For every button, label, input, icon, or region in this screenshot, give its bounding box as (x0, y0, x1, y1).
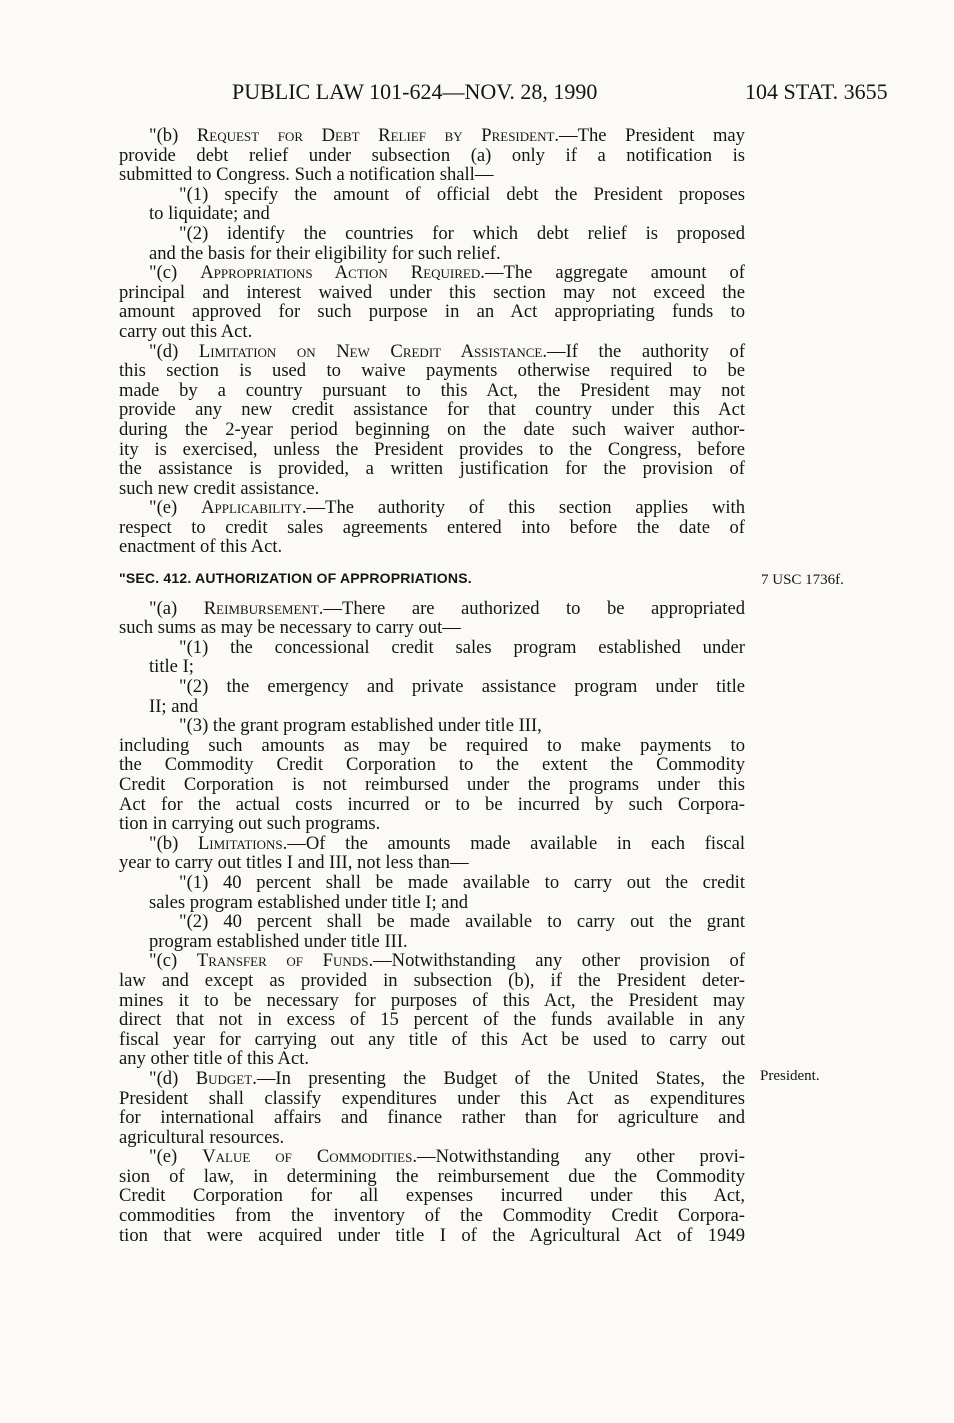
text-line: year to carry out titles I and III, not less than— (119, 852, 469, 874)
text-line: to liquidate; and (149, 203, 270, 225)
text-line: carry out this Act. (119, 320, 253, 342)
text-line: tion that were acquired under title I of the Agricultural Act of 1949 (119, 1224, 745, 1246)
text-line: "(d) Budget.—In presenting the Budget of the United States, the (149, 1067, 746, 1089)
text-line: II; and (149, 695, 199, 717)
page-title: PUBLIC LAW 101-624—NOV. 28, 1990 (232, 79, 598, 104)
text-line: during the 2-year period beginning on the date such waiver author- (119, 418, 745, 440)
text-line: "(2) the emergency and private assistance program under title (179, 676, 745, 698)
text-line: provide any new credit assistance for that country under this Act (119, 399, 745, 421)
text-line: "(1) specify the amount of official debt the President proposes (179, 183, 745, 205)
text-line: "(d) Limitation on New Credit Assistance.—If the authority of (149, 340, 746, 362)
section-heading: "SEC. 412. AUTHORIZATION OF APPROPRIATIONS. (119, 570, 472, 587)
text-line: "(2) 40 percent shall be made available to carry out the grant (179, 911, 745, 933)
text-line: for international affairs and finance rather than for agriculture and (119, 1107, 745, 1129)
text-line: provide debt relief under subsection (a) only if a notification is (119, 144, 745, 166)
margin-note-usc: 7 USC 1736f. (761, 572, 844, 588)
text-line: law and except as provided in subsection (b), if the President deter- (119, 969, 745, 991)
text-line: the assistance is provided, a written justification for the provision of (119, 458, 745, 480)
body-text (119, 126, 745, 1245)
text-line: "(e) Value of Commodities.—Notwithstanding any other provi- (149, 1146, 746, 1168)
text-line: principal and interest waived under this section may not exceed the (119, 281, 745, 303)
stat-citation: 104 STAT. 3655 (745, 79, 888, 104)
text-line: "(a) Reimbursement.—There are authorized to be appropriated (149, 597, 746, 619)
text-line: "(b) Request for Debt Relief by President.—The President may (149, 125, 745, 146)
text-line: the Commodity Credit Corporation to the extent the Commodity (119, 754, 745, 776)
text-line: "(1) 40 percent shall be made available to carry out the credit (179, 871, 745, 893)
text-line: "(1) the concessional credit sales program established under (179, 636, 745, 658)
text-line: made by a country pursuant to this Act, the President may not (119, 379, 745, 401)
text-line: program established under title III. (149, 930, 408, 952)
text-line: mines it to be necessary for purposes of this Act, the President may (119, 989, 745, 1011)
text-line: fiscal year for carrying out any title of this Act be used to carry out (119, 1028, 745, 1050)
text-line: "(c) Appropriations Action Required.—The aggregate amount of (149, 262, 745, 284)
text-line: agricultural resources. (119, 1126, 285, 1148)
text-line: "(c) Transfer of Funds.—Notwithstanding any other provision of (149, 950, 746, 972)
text-line: this section is used to waive payments otherwise required to be (119, 360, 745, 382)
text-line: Credit Corporation for all expenses incurred under this Act, (119, 1185, 745, 1207)
text-line: "(3) the grant program established under title III, (179, 715, 542, 737)
text-line: such sums as may be necessary to carry out— (119, 617, 461, 639)
text-line: commodities from the inventory of the Commodity Credit Corpora- (119, 1205, 745, 1227)
text-line: "(2) identify the countries for which debt relief is proposed (179, 222, 745, 244)
margin-note-president: President. (760, 1068, 820, 1084)
text-line: such new credit assistance. (119, 477, 320, 499)
text-line: sales program established under title I; and (149, 891, 469, 913)
text-line: including such amounts as may be required to make payments to (119, 734, 745, 756)
text-line: any other title of this Act. (119, 1048, 310, 1070)
text-line: submitted to Congress. Such a notification shall— (119, 164, 494, 186)
text-line: "(b) Limitations.—Of the amounts made available in each fiscal (149, 832, 745, 854)
text-line: Act for the actual costs incurred or to be incurred by such Corpora- (119, 793, 745, 815)
text-line: amount approved for such purpose in an Act appropriating funds to (119, 301, 745, 323)
text-line: enactment of this Act. (119, 536, 283, 558)
text-line: President shall classify expenditures under this Act as expenditures (119, 1087, 745, 1109)
text-line: sion of law, in determining the reimbursement due the Commodity (119, 1165, 745, 1187)
text-line: respect to credit sales agreements entered into before the date of (119, 516, 745, 538)
text-line: and the basis for their eligibility for such relief. (149, 242, 501, 264)
text-line: ity is exercised, unless the President provides to the Congress, before (119, 438, 745, 460)
text-line: "(e) Applicability.—The authority of this section applies with (149, 497, 745, 519)
text-line: tion in carrying out such programs. (119, 813, 381, 835)
text-line: title I; (149, 656, 194, 678)
text-line: direct that not in excess of 15 percent of the funds available in any (119, 1009, 745, 1031)
text-line: Credit Corporation is not reimbursed under the programs under this (119, 774, 745, 795)
